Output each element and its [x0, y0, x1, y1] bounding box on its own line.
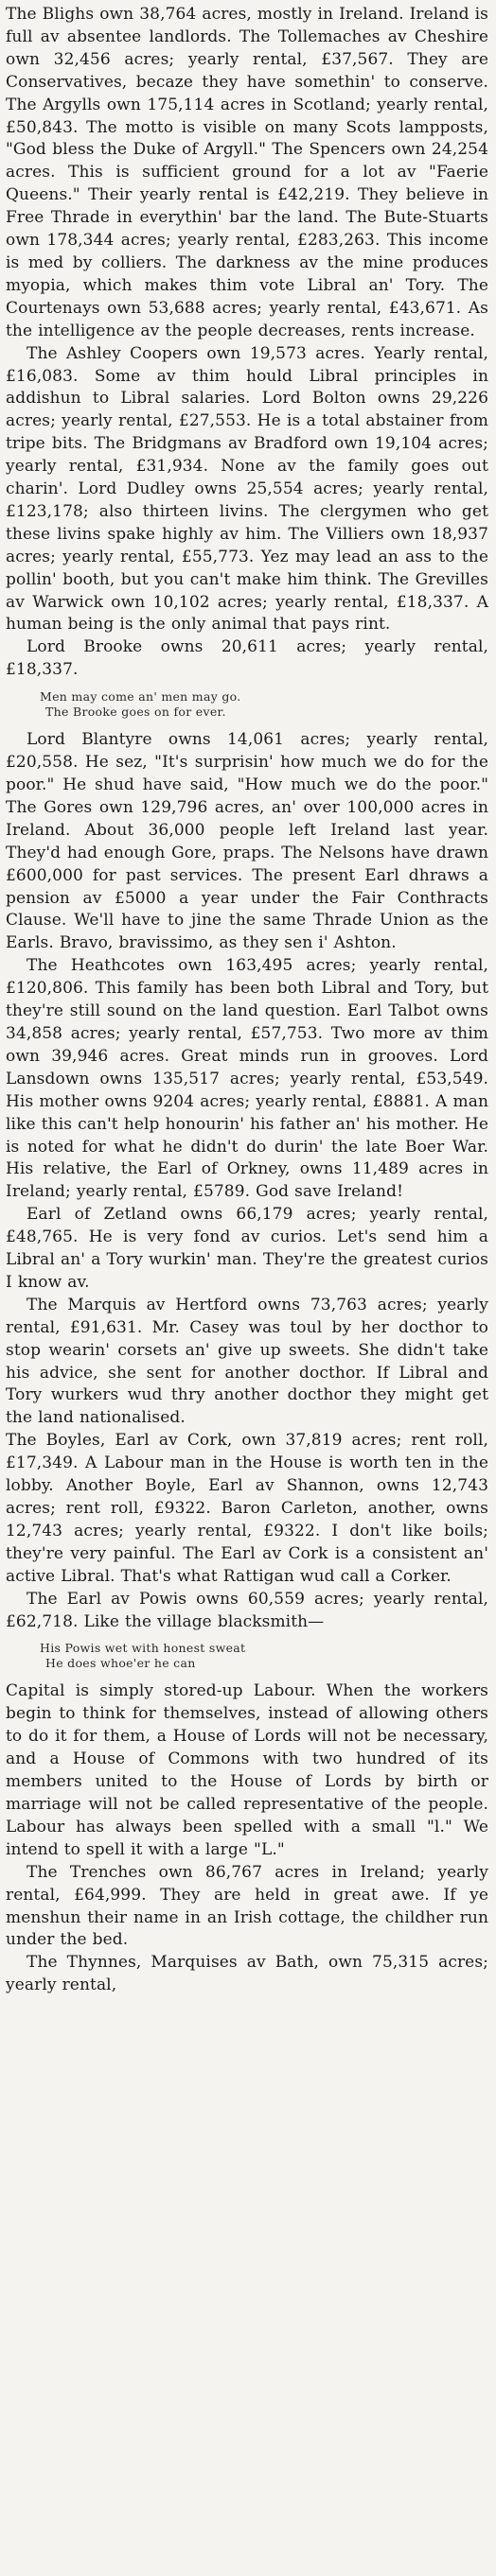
paragraph-blighs: The Blighs own 38,764 acres, mostly in Ireland. Ireland is full av absentee landlords. The Tollemaches av Cheshire own 32,456 acres; yearly rental, £37,567. They are Conservatives, becaze they have somethin' to conserve. The Argylls own 175,114 acres in Scotland; yearly rental, £50,843. The motto is visible on many Scots lampposts, "God bless the Duke of Argyll." The Spencers own 24,254 acres. This is sufficient ground for a lot av "Faerie Queens." Their yearly rental is £42,219. They believe in Free Thrade in everythin' bar the land. The Bute-Stuarts own 178,344 acres; yearly rental, £283,263. This income is med by colliers. The darkness av the mine produces myopia, which makes thim vote Libral an' Tory. The Courtenays own 53,688 acres; yearly rental, £43,671. As the intelligence av the people decreases, rents increase.: [6, 5, 488, 340]
verse-line: Men may come an' men may go.: [40, 689, 241, 705]
paragraph-zetland: Earl of Zetland owns 66,179 acres; yearly rental, £48,765. He is very fond av curios. Let's send him a Libral an' a Tory wurkin' man. They're the greatest curios I know av.: [6, 1205, 488, 1292]
verse-line: He does whoe'er he can: [45, 1656, 196, 1671]
paragraph-ashley-coopers: The Ashley Coopers own 19,573 acres. Yearly rental, £16,083. Some av thim hould Libral principles in addishun to Libral salaries. Lord Bolton owns 29,226 acres; yearly rental, £27,553. He is a total abstainer from tripe bits. The Bridgmans av Bradford own 19,104 acres; yearly rental, £31,934. None av the family goes out charin'. Lord Dudley owns 25,554 acres; yearly rental, £123,178; also thirteen livins. The clergymen who get these livins spake highly av him. The Villiers own 18,937 acres; yearly rental, £55,773. Yez may lead an ass to the pollin' booth, but you can't make him think. The Grevilles av Warwick own 10,102 acres; yearly rental, £18,337. A human being is the only animal that pays rint.: [6, 343, 488, 635]
paragraph-boyles: The Boyles, Earl av Cork, own 37,819 acres; rent roll, £17,349. A Labour man in the House is worth ten in the lobby. Another Boyle, Earl av Shannon, owns 12,743 acres; rent roll, £9322. Baron Carleton, another, owns 12,743 acres; yearly rental, £9322. I don't like boils; they're very painful. The Earl av Cork is a consistent an' active Libral. That's what Rattigan wud call a Corker.: [6, 1431, 488, 1586]
paragraph-lord-brooke: Lord Brooke owns 20,611 acres; yearly rental, £18,337.: [6, 637, 488, 680]
paragraph-capital: Capital is simply stored-up Labour. When the workers begin to think for themselves, instead of allowing others to do it for them, a House of Lords will not be necessary, and a House of Commons with two hundred of its members united to the House of Lords by birth or marriage will not be called representative of the people. Labour has always been spelled with a small "l." We intend to spell it with a large "L.": [6, 1681, 488, 1859]
paragraph-powis: The Earl av Powis owns 60,559 acres; yearly rental, £62,718. Like the village blacksmith—: [6, 1589, 488, 1631]
verse-line: His Powis wet with honest sweat: [40, 1641, 246, 1656]
verse-powis: [6, 1641, 488, 1671]
paragraph-hertford: The Marquis av Hertford owns 73,763 acres; yearly rental, £91,631. Mr. Casey was toul by her docthor to stop wearin' corsets an' give up sweets. She didn't take his advice, she sent for another docthor. If Libral and Tory wurkers wud thry another docthor they might get the land nationalised.: [6, 1295, 488, 1428]
paragraph-thynnes: The Thynnes, Marquises av Bath, own 75,315 acres; yearly rental,: [6, 1953, 488, 1995]
paragraph-trenches: The Trenches own 86,767 acres in Ireland; yearly rental, £64,999. They are held in great awe. If ye menshun their name in an Irish cottage, the childher run under the bed.: [6, 1862, 488, 1950]
paragraph-heathcotes: The Heathcotes own 163,495 acres; yearly rental, £120,806. This family has been both Libral and Tory, but they're still sound on the land question. Earl Talbot owns 34,858 acres; yearly rental, £57,753. Two more av thim own 39,946 acres. Great minds run in grooves. Lord Lansdown owns 135,517 acres; yearly rental, £53,549. His mother owns 9204 acres; yearly rental, £8881. A man like this can't help honourin' his father an' his mother. He is noted for what he didn't do durin' the late Boer War. His relative, the Earl of Orkney, owns 11,489 acres in Ireland; yearly rental, £5789. God save Ireland!: [6, 956, 488, 1202]
verse-line: The Brooke goes on for ever.: [45, 705, 226, 720]
article-column: [6, 4, 488, 1997]
verse-brooke: [6, 689, 488, 720]
paragraph-lord-blantyre: Lord Blantyre owns 14,061 acres; yearly rental, £20,558. He sez, "It's surprisin' how much we do for the poor." He shud have said, "How much we do the poor." The Gores own 129,796 acres, an' over 100,000 acres in Ireland. About 36,000 people left Ireland last year. They'd had enough Gore, praps. The Nelsons have drawn £600,000 for past services. The present Earl dhraws a pension av £5000 a year under the Fair Conthracts Clause. We'll have to jine the same Thrade Union as the Earls. Bravo, bravissimo, as they sen i' Ashton.: [6, 730, 488, 953]
